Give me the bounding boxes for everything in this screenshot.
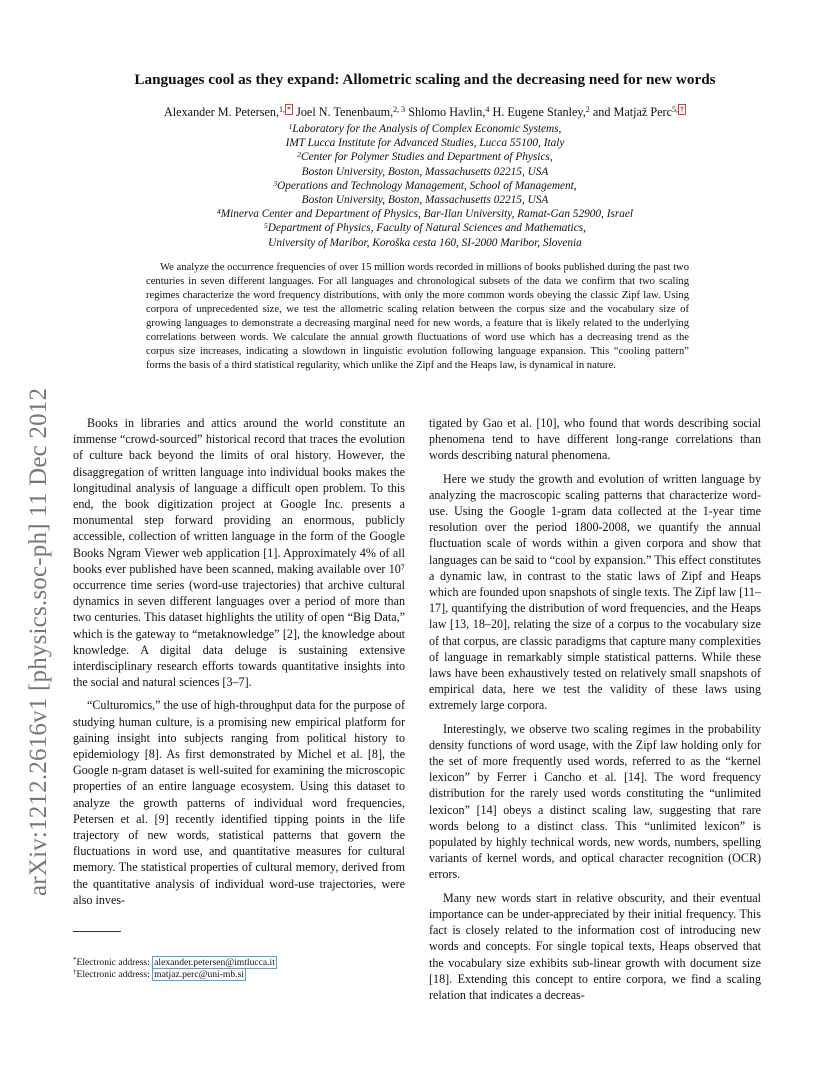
affiliation-text: Center for Polymer Studies and Department of Physics, bbox=[301, 151, 553, 164]
affiliation-text: Boston University, Boston, Massachusetts 02215, USA bbox=[301, 194, 549, 207]
author-list bbox=[60, 102, 790, 120]
affiliation-number: 3 bbox=[273, 178, 278, 188]
affiliation-text: Boston University, Boston, Massachusetts 02215, USA bbox=[301, 165, 549, 178]
body-paragraph: “Culturomics,” the use of high-throughput data for the purpose of studying human culture, is a promising new empirical platform for gaining insight into subjects ranging from political history to epidemiology [8]. As first demonstrated by Michel et al. [8], the Google n-gram dataset is well-suited for examining the microscopic properties of an entire language ecosystem. Using this dataset to analyze the growth patterns of individual word frequencies, Petersen et al. [9] recently identified tipping points in the life trajectory of new words, statistical patterns that govern the fluctuations in word use, and quantitative measures for cultural memory. The statistical properties of cultural memory, derived from the quantitative analysis of individual word-use trajectories, were also inves- bbox=[73, 698, 405, 907]
footnote-label: Electronic address: bbox=[76, 957, 153, 968]
body-paragraph: Many new words start in relative obscurity, and their eventual importance can be under-appreciated by their initial frequency. This fact is closely related to the information cost of introducing new words and concepts. For single topical texts, Heaps observed that the vocabulary size exhibits sub-linear growth with document size [18]. Extending this concept to entire corpora, we find a scaling relation that indicates a decreas- bbox=[429, 890, 761, 1002]
affiliation-line bbox=[60, 193, 790, 207]
author-name: Shlomo Havlin, bbox=[408, 105, 486, 119]
email-link[interactable]: matjaz.perc@uni-mb.si bbox=[154, 969, 244, 981]
body-paragraph: Books in libraries and attics around the world constitute an immense “crowd-sourced” historical record that traces the evolution of culture back beyond the limits of oral history. However, the disaggregation of written language into individual books makes the longitudinal analysis of language a difficult open problem. To this end, the book digitization project at Google Inc. presents a monumental step forward providing an enormous, publicly accessible, collection of written language in the form of the Google Books Ngram Viewer web application [1]. Approximately 4% of all books ever published have been scanned, making available over 10⁷ occurrence time series (word-use trajectories) that archive cultural dynamics in seven different languages over a period of more than two centuries. This dataset highlights the utility of open “Big Data,” which is the gateway to “metaknowledge” [2], the knowledge about knowledge. A digital data deluge is sustaining extensive interdisciplinary research efforts towards quantitative insights into the social and natural sciences [3–7]. bbox=[73, 416, 405, 690]
author-footnote-link[interactable]: * bbox=[287, 105, 292, 114]
author-affil-sup: 1, bbox=[279, 105, 286, 114]
footnote-mark: * bbox=[73, 956, 77, 964]
abstract bbox=[146, 261, 689, 373]
author-name: Matjaž Perc bbox=[613, 105, 673, 119]
affiliation-number: 2 bbox=[297, 150, 302, 160]
abstract-text: We analyze the occurrence frequencies of over 15 million words recorded in millions of books published during the past two centuries in seven different languages. For all languages and chronological subsets of the data we confirm that two scaling regimes characterize the word frequency distributions, with only the more common words obeying the classic Zipf law. Using corpora of unprecedented size, we test the allometric scaling relation between the corpus size and the vocabulary size of growing languages to demonstrate a decreasing marginal need for new words, a feature that is likely related to the underlying correlations between words. We calculate the annual growth fluctuations of word use which has a decreasing trend as the corpus size increases, indicating a slowdown in linguistic evolution following language expansion. This “cooling pattern” forms the basis of a third statistical regularity, which unlike the Zipf and the Heaps law, is dynamical in nature. bbox=[146, 262, 689, 371]
affiliation-number: 1 bbox=[288, 122, 293, 131]
author-name: H. Eugene Stanley, bbox=[492, 105, 586, 119]
author-separator: and bbox=[589, 105, 614, 119]
email-link[interactable]: alexander.petersen@imtlucca.it bbox=[154, 957, 275, 968]
footnote-mark: † bbox=[73, 968, 77, 977]
body-paragraph: Here we study the growth and evolution of written language by analyzing the macroscopic scaling patterns that characterize word-use. Using the Google 1-gram data collected at the 1-year time resolution over the period 1800-2008, we quantify the annual fluctuation scale of words within a given corpora and show that languages can be said to “cool by expansion.” This effect constitutes a dynamic law, in contrast to the static laws of Zipf and Heaps which are founded upon snapshots of single texts. The Zipf law [11–17], quantifying the distribution of word frequencies, and the Heaps law [13, 18–20], relating the size of a corpus to the vocabulary size of that corpus, are classic paradigms that capture many complexities of language in remarkably simple statistical patterns. While these laws have been exhaustively tested on relatively small snapshots of empirical data, here we test the validity of these laws using extremely large corpora. bbox=[429, 471, 761, 713]
affiliation-line bbox=[60, 165, 790, 179]
author-affil-sup: 2, 3 bbox=[393, 105, 406, 114]
author-affil-sup: 4 bbox=[485, 105, 490, 114]
left-column bbox=[73, 415, 405, 915]
author-name: Joel N. Tenenbaum, bbox=[296, 105, 394, 119]
affiliation-line bbox=[60, 122, 790, 136]
affiliation-line bbox=[60, 150, 790, 164]
author-name: Alexander M. Petersen, bbox=[163, 105, 280, 119]
affiliation-line bbox=[60, 221, 790, 235]
affiliation-line bbox=[60, 236, 790, 250]
footnote bbox=[73, 969, 277, 981]
affiliation-text: IMT Lucca Institute for Advanced Studies, Lucca 55100, Italy bbox=[285, 137, 565, 150]
body-paragraph: tigated by Gao et al. [10], who found that words describing social phenomena tend to have different long-range correlations than words describing natural phenomena. bbox=[429, 416, 761, 463]
affiliation-line bbox=[60, 179, 790, 193]
affiliation-text: Operations and Technology Management, School of Management, bbox=[277, 179, 577, 192]
affiliations bbox=[60, 122, 790, 250]
affiliation-number: 4 bbox=[216, 207, 221, 217]
affiliation-line bbox=[60, 136, 790, 150]
affiliation-text: Laboratory for the Analysis of Complex Economic Systems, bbox=[292, 123, 562, 135]
paper-title: Languages cool as they expand: Allometric scaling and the decreasing need for new words bbox=[134, 71, 716, 88]
affiliation-line bbox=[60, 207, 790, 221]
affiliation-text: University of Maribor, Koroška cesta 160, SI-2000 Maribor, Slovenia bbox=[268, 236, 582, 249]
author-affil-sup: 5, bbox=[672, 105, 679, 114]
author-footnote-link[interactable]: † bbox=[680, 105, 685, 114]
affiliation-text: Department of Physics, Faculty of Natural Sciences and Mathematics, bbox=[267, 222, 586, 235]
right-column bbox=[429, 415, 761, 1010]
footnote-rule bbox=[73, 931, 121, 932]
arxiv-identifier: arXiv:1212.2616v1 [physics.soc-ph] 11 Dec 2012 bbox=[25, 387, 52, 896]
affiliation-number: 5 bbox=[264, 221, 268, 231]
author-affil-sup: 2 bbox=[585, 105, 590, 114]
affiliation-text: Minerva Center and Department of Physics, Bar-Ilan University, Ramat-Gan 52900, Israel bbox=[220, 208, 634, 221]
footnote-label: Electronic address: bbox=[76, 969, 153, 981]
body-paragraph: Interestingly, we observe two scaling regimes in the probability density functions of word usage, with the Zipf law holding only for the set of more frequently used words, referred to as the “kernel lexicon” by Ferrer i Cancho et al. [14]. The word frequency distribution for the rarely used words constituting the “unlimited lexicon” [14] obeys a distinct scaling law, suggesting that rare words belong to a distinct class. This “unlimited lexicon” is populated by highly technical words, new words, numbers, spelling variants of kernel words, and optical character recognition (OCR) errors. bbox=[429, 721, 761, 882]
footnotes bbox=[73, 957, 277, 982]
